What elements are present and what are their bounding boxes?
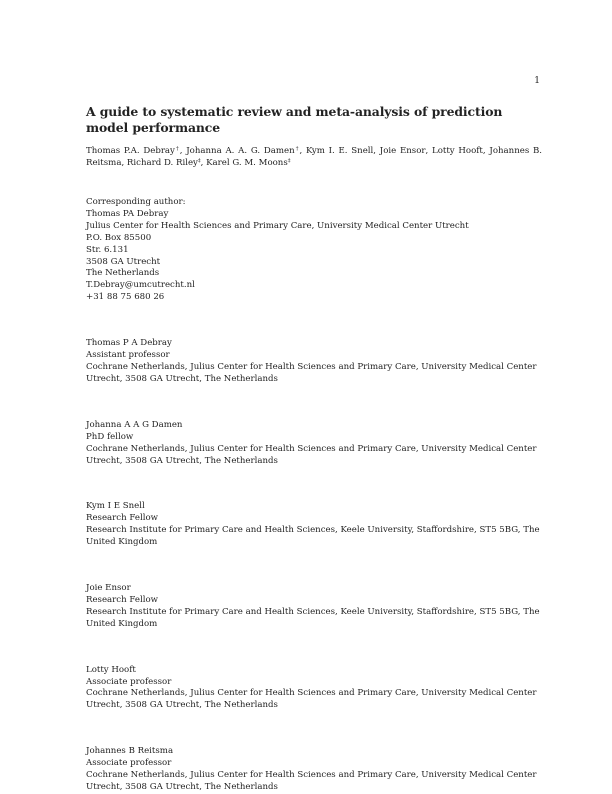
affiliation-role: Research Fellow bbox=[86, 513, 158, 524]
affiliation-role: PhD fellow bbox=[86, 431, 134, 442]
author-name: Lotty Hooft bbox=[432, 146, 483, 156]
affiliation-role: Associate professor bbox=[86, 758, 172, 769]
affiliation-author-name: Thomas P A Debray bbox=[86, 338, 172, 349]
affiliation-institution: Cochrane Netherlands, Julius Center for Health Sciences and Primary Care, University Medical Center Utrecht, 3508 GA Utrecht, The Netherlands bbox=[86, 361, 537, 384]
author-affiliation-block bbox=[86, 583, 542, 631]
affiliation-author-name: Kym I E Snell bbox=[86, 501, 145, 512]
author-name: Johannes B. Reitsma bbox=[86, 146, 543, 168]
author-affiliation-block bbox=[86, 420, 542, 468]
affiliation-institution: Research Institute for Primary Care and Health Sciences, Keele University, Staffordshire, ST5 5BG, The United Kingdom bbox=[86, 606, 540, 629]
author-list: Thomas P.A. Debray†, Johanna A. A. G. Damen†, Kym I. E. Snell, Joie Ensor, Lotty Hooft, Johannes B. Reitsma, Richard D. Riley‡, Karel G. M. Moons‡ bbox=[86, 146, 543, 168]
author-affiliation-block bbox=[86, 501, 542, 549]
affiliation-role: Associate professor bbox=[86, 676, 172, 687]
corresponding-author-block bbox=[86, 197, 542, 304]
affiliation-institution: Cochrane Netherlands, Julius Center for Health Sciences and Primary Care, University Medical Center Utrecht, 3508 GA Utrecht, The Netherlands bbox=[86, 443, 537, 466]
corresponding-institution: Julius Center for Health Sciences and Primary Care, University Medical Center Utrecht bbox=[86, 220, 469, 231]
author-affiliation-block bbox=[86, 338, 542, 386]
author-name: Kym I. E. Snell bbox=[306, 146, 374, 156]
corresponding-city: 3508 GA Utrecht bbox=[86, 256, 161, 267]
author-name: Thomas P.A. Debray bbox=[86, 146, 175, 156]
affiliation-institution: Research Institute for Primary Care and Health Sciences, Keele University, Staffordshire, ST5 5BG, The United Kingdom bbox=[86, 525, 540, 548]
affiliation-author-name: Joie Ensor bbox=[86, 583, 131, 594]
author-name: Karel G. M. Moons bbox=[206, 158, 288, 168]
affiliation-role: Assistant professor bbox=[86, 350, 170, 361]
author-name: Johanna A. A. G. Damen bbox=[186, 146, 295, 156]
author-mark: ‡ bbox=[287, 158, 291, 164]
author-mark: † bbox=[174, 146, 180, 152]
author-name: Joie Ensor bbox=[379, 146, 426, 156]
author-mark: † bbox=[294, 146, 300, 152]
affiliation-author-name: Lotty Hooft bbox=[86, 664, 136, 675]
corresponding-street: Str. 6.131 bbox=[86, 244, 129, 255]
corresponding-country: The Netherlands bbox=[86, 268, 160, 279]
author-affiliation-block bbox=[86, 665, 542, 713]
corresponding-phone: +31 88 75 680 26 bbox=[86, 292, 165, 303]
affiliation-author-name: Johanna A A G Damen bbox=[86, 419, 183, 430]
page-content bbox=[86, 104, 542, 794]
affiliation-role: Research Fellow bbox=[86, 594, 158, 605]
author-mark: ‡ bbox=[197, 158, 201, 164]
paper-title: A guide to systematic review and meta-analysis of prediction model performance bbox=[86, 104, 503, 135]
author-affiliation-block bbox=[86, 746, 542, 794]
corresponding-email: T.Debray@umcutrecht.nl bbox=[86, 280, 195, 291]
affiliation-author-name: Johannes B Reitsma bbox=[86, 746, 174, 757]
author-name: Richard D. Riley bbox=[126, 158, 198, 168]
corresponding-name: Thomas PA Debray bbox=[86, 208, 169, 219]
affiliation-institution: Cochrane Netherlands, Julius Center for Health Sciences and Primary Care, University Medical Center Utrecht, 3508 GA Utrecht, The Netherlands bbox=[86, 770, 537, 792]
affiliation-institution: Cochrane Netherlands, Julius Center for Health Sciences and Primary Care, University Medical Center Utrecht, 3508 GA Utrecht, The Netherlands bbox=[86, 688, 537, 711]
corresponding-heading: Corresponding author: bbox=[86, 197, 186, 207]
corresponding-po-box: P.O. Box 85500 bbox=[86, 232, 152, 243]
page-number: 1 bbox=[534, 76, 540, 86]
